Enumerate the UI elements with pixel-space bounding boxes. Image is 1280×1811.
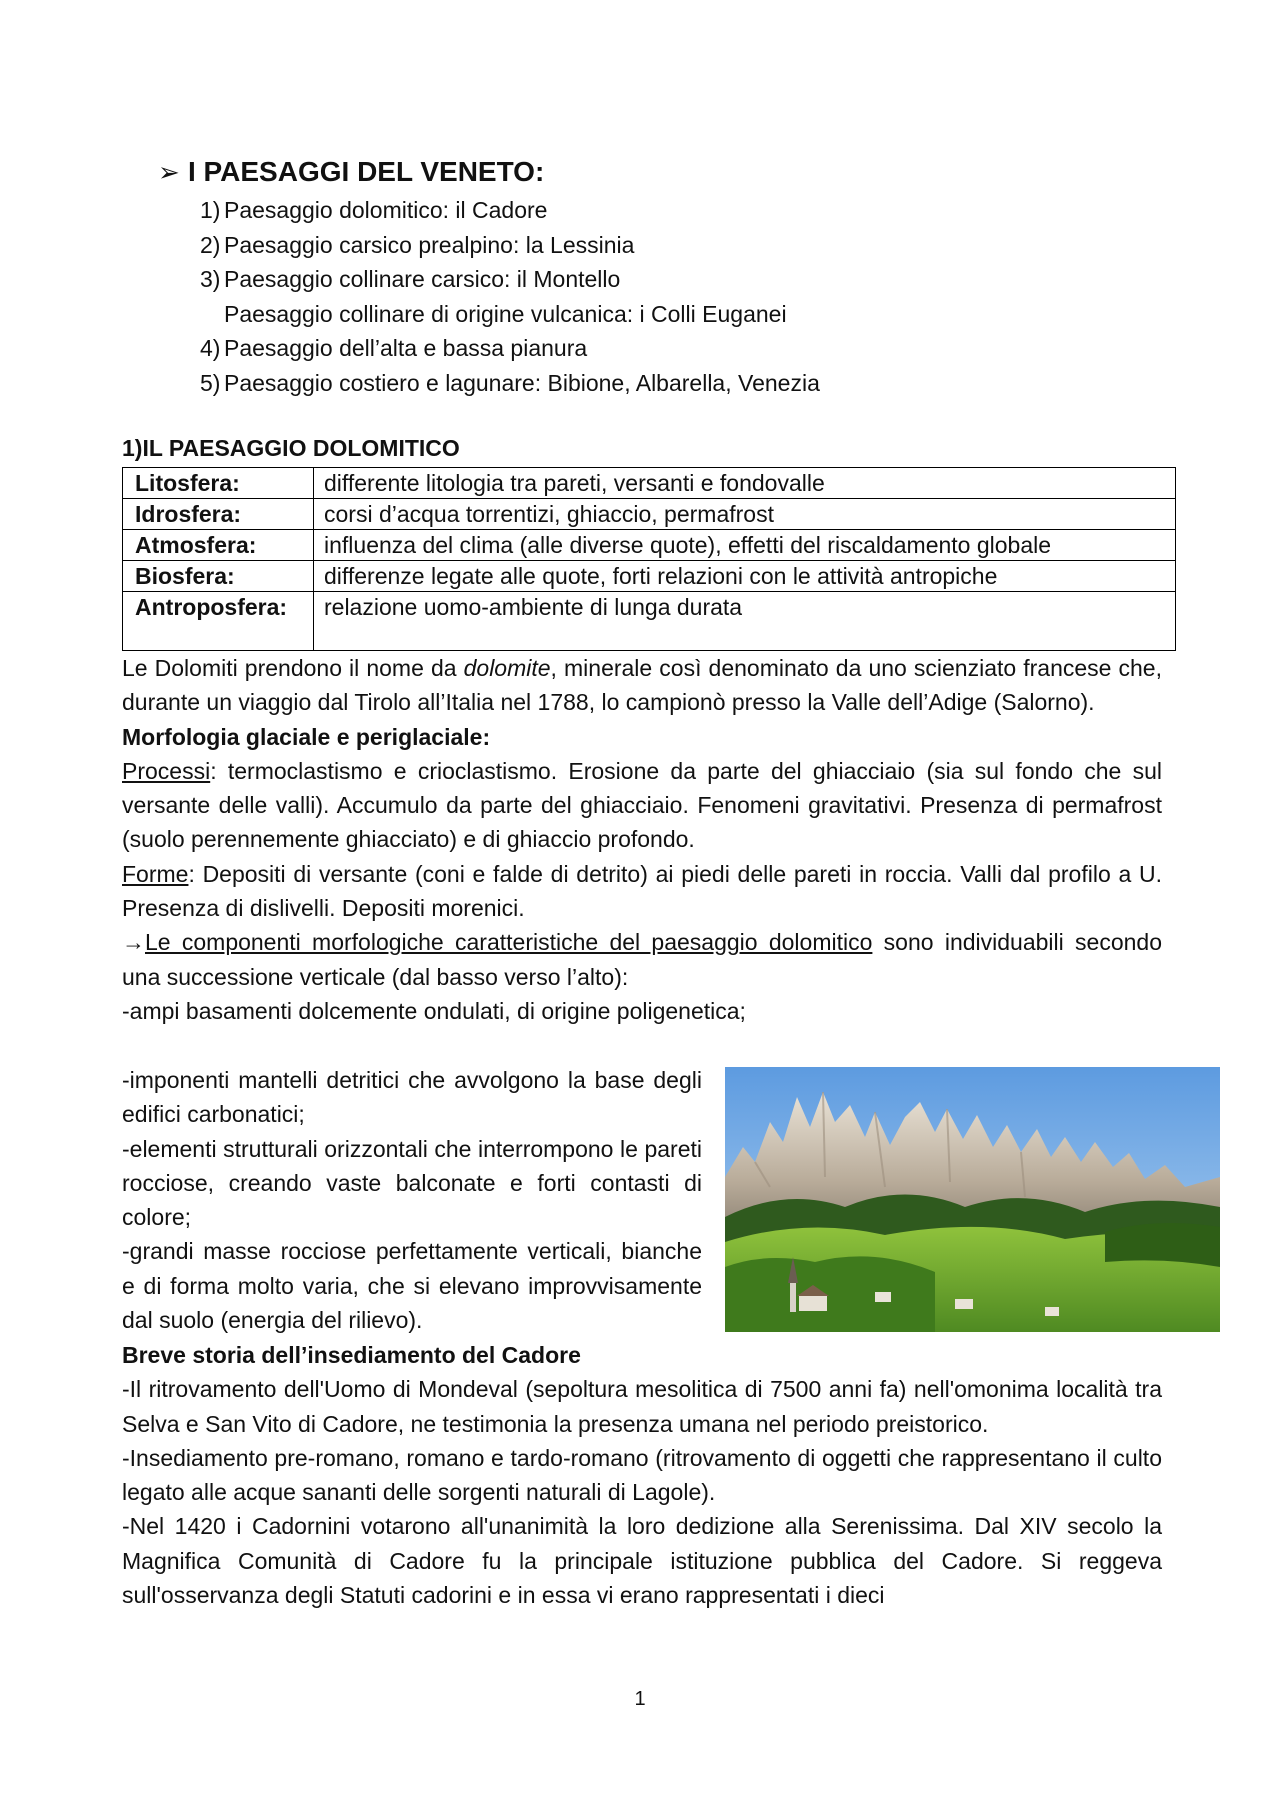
- storia-paragraph: -Insediamento pre-romano, romano e tardo-romano (ritrovamento di oggetti che rappresentano il culto legato alle acque sananti delle sorgenti naturali di Lagole).: [122, 1444, 1162, 1506]
- forme-paragraph: Forme: Depositi di versante (coni e falde di detrito) ai piedi delle pareti in roccia. Valli dal profilo a U. Presenza di dislivelli. Depositi morenici.: [122, 860, 1162, 922]
- page-number: 1: [634, 1688, 646, 1710]
- spheres-table: [122, 467, 1176, 651]
- componenti-paragraph: →Le componenti morfologiche caratteristiche del paesaggio dolomitico sono individuabili secondo una successione verticale (dal basso verso l’alto):: [122, 929, 1162, 990]
- list-item: [200, 262, 820, 297]
- table-value: differente litologia tra pareti, versanti e fondovalle: [314, 468, 1176, 499]
- table-row: [123, 561, 1176, 592]
- componenti-item: -ampi basamenti dolcemente ondulati, di origine poligenetica;: [122, 997, 746, 1024]
- intro-paragraph: Le Dolomiti prendono il nome da dolomite, minerale così denominato da uno scienziato francese che, durante un viaggio dal Tirolo all’Italia nel 1788, lo campionò presso la Valle dell’Adige (Salorno).: [122, 655, 1162, 716]
- storia-paragraph: -Nel 1420 i Cadornini votarono all'unanimità la loro dedizione alla Serenissima. Dal XIV secolo la Magnifica Comunità di Cadore fu la principale istituzione pubblica del Cadore. Si reggeva sull'osservanza degli Statuti cadorini e in essa vi erano rappresentati i dieci: [122, 1513, 1162, 1609]
- list-number: [200, 297, 224, 332]
- list-number: 5): [200, 369, 221, 396]
- table-value: differenze legate alle quote, forti relazioni con le attività antropiche: [314, 561, 1176, 592]
- list-item: [200, 366, 820, 401]
- arrow-bullet-icon: ➢: [158, 157, 180, 187]
- table-key: Biosfera:: [123, 561, 314, 592]
- storia-heading: Breve storia dell’insediamento del Cadore: [122, 1342, 581, 1368]
- section-title: 1)IL PAESAGGIO DOLOMITICO: [122, 435, 460, 461]
- list-number: 3): [200, 266, 221, 292]
- table-value: influenza del clima (alle diverse quote), effetti del riscaldamento globale: [314, 530, 1176, 561]
- list-text: Paesaggio dell’alta e bassa pianura: [224, 335, 588, 361]
- list-number: 1): [200, 197, 221, 223]
- landscape-list: [200, 193, 820, 400]
- table-row: [123, 592, 1176, 651]
- list-text: Paesaggio collinare carsico: il Montello: [224, 266, 621, 292]
- list-text: Paesaggio dolomitico: il Cadore: [224, 197, 548, 223]
- morfologia-heading: Morfologia glaciale e periglaciale:: [122, 723, 491, 750]
- main-heading: [158, 154, 544, 190]
- list-text: Paesaggio collinare di origine vulcanica: i Colli Euganei: [224, 300, 787, 327]
- main-heading-text: I PAESAGGI DEL VENETO:: [188, 156, 545, 187]
- storia-paragraph: -Il ritrovamento dell'Uomo di Mondeval (sepoltura mesolitica di 7500 anni fa) nell'omonima località tra Selva e San Vito di Cadore, ne testimonia la presenza umana nel periodo preistorico.: [122, 1376, 1162, 1437]
- table-value: corsi d’acqua torrentizi, ghiaccio, permafrost: [314, 499, 1176, 530]
- right-arrow-icon: →: [122, 929, 145, 956]
- list-number: 2): [200, 231, 221, 258]
- dolomite-term: dolomite: [463, 655, 551, 681]
- componenti-item: -grandi masse rocciose perfettamente verticali, bianche e di forma molto varia, che si elevano improvvisamente dal suolo (energia del rilievo).: [122, 1238, 702, 1334]
- dolomites-photo: [725, 1067, 1220, 1332]
- list-number: 4): [200, 335, 221, 361]
- componenti-item: -elementi strutturali orizzontali che interrompono le pareti rocciose, creando vaste balconate e forti contasti di colore;: [122, 1135, 702, 1231]
- mountain-landscape-image: [725, 1067, 1220, 1332]
- body-text-lower: [122, 1338, 1162, 1612]
- body-text-column: [122, 1063, 702, 1337]
- list-text: Paesaggio costiero e lagunare: Bibione, Albarella, Venezia: [224, 369, 820, 396]
- table-row: [123, 499, 1176, 530]
- table-row: [123, 530, 1176, 561]
- table-key: Litosfera:: [123, 468, 314, 499]
- table-row: [123, 468, 1176, 499]
- list-item: [200, 297, 820, 332]
- table-key: Antroposfera:: [123, 592, 314, 651]
- table-key: Atmosfera:: [123, 530, 314, 561]
- list-item: [200, 228, 820, 263]
- table-value: relazione uomo-ambiente di lunga durata: [314, 592, 1176, 651]
- table-key: Idrosfera:: [123, 499, 314, 530]
- processi-paragraph: Processi: termoclastismo e crioclastismo. Erosione da parte del ghiacciaio (sia sul fondo che sul versante delle valli). Accumulo da parte del ghiacciaio. Fenomeni gravitativi. Presenza di permafrost (suolo perennemente ghiacciato) e di ghiaccio profondo.: [122, 757, 1162, 853]
- list-item: [200, 193, 820, 228]
- componenti-item: -imponenti mantelli detritici che avvolgono la base degli edifici carbonatici;: [122, 1067, 702, 1128]
- list-text: Paesaggio carsico prealpino: la Lessinia: [224, 231, 635, 258]
- body-text-upper: [122, 651, 1162, 1028]
- list-item: [200, 331, 820, 366]
